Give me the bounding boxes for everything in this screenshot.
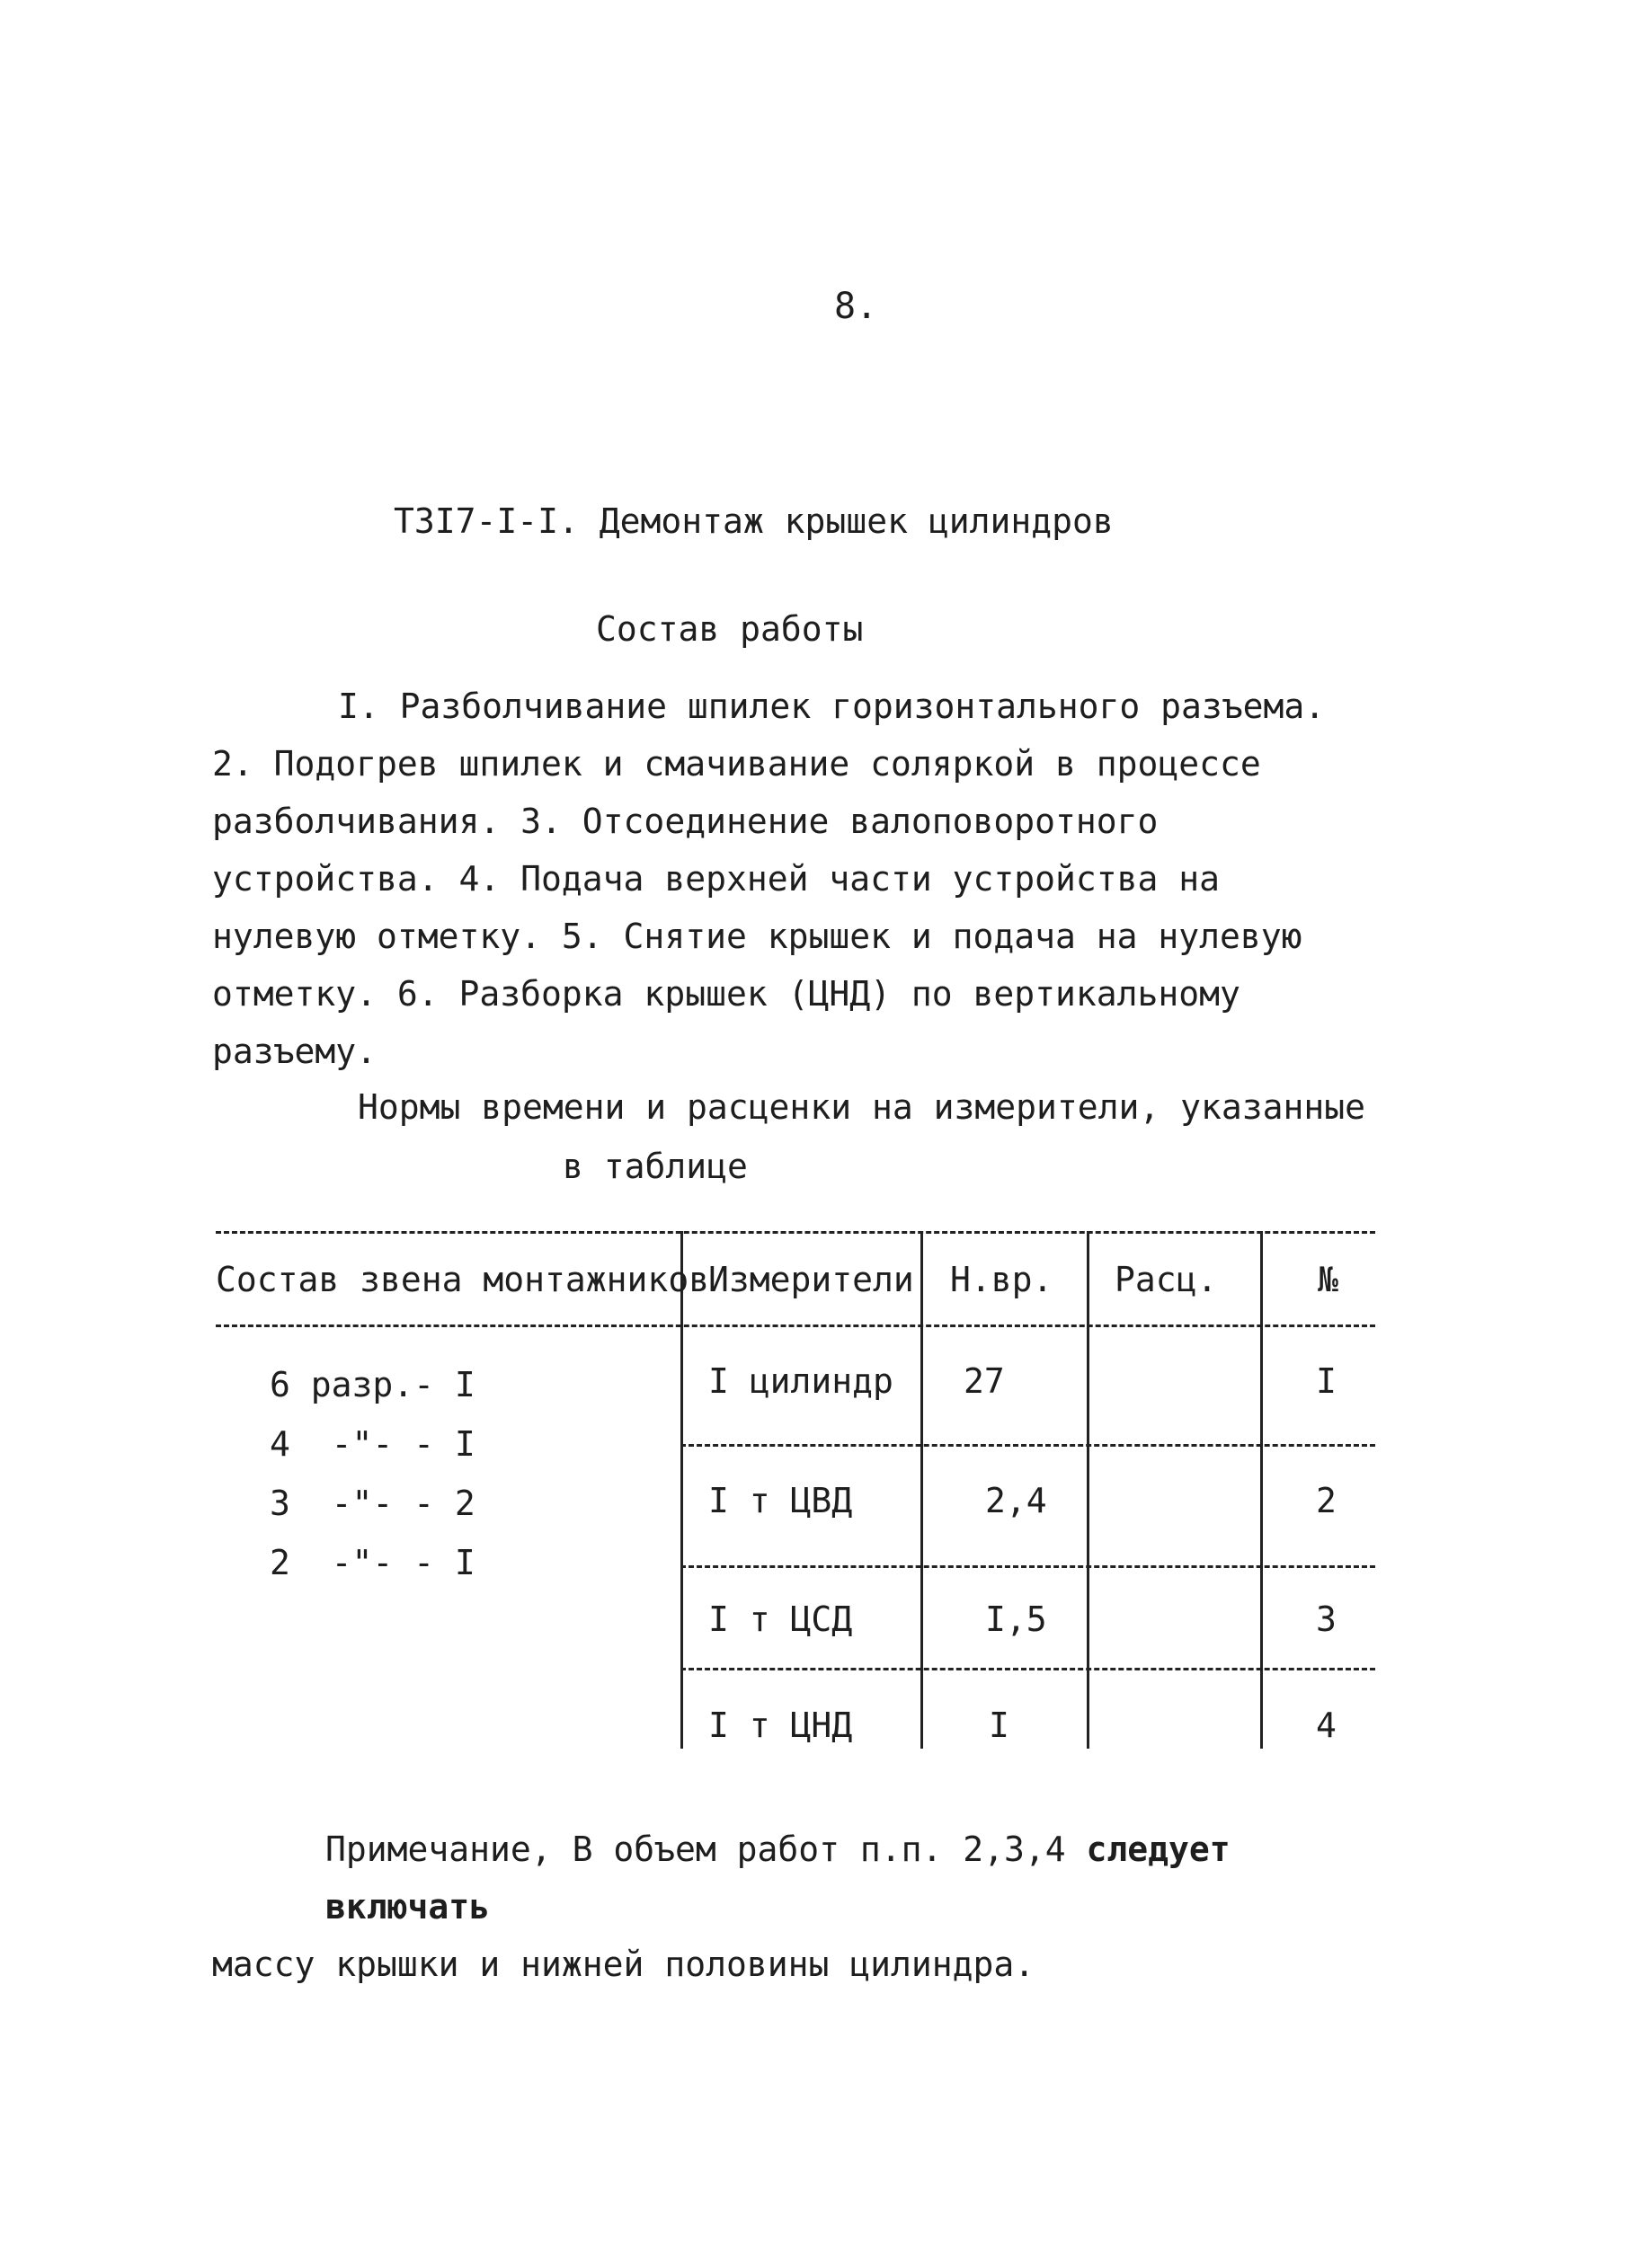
crew-item: 3 -"- - 2 — [270, 1484, 475, 1523]
table-row-rule — [680, 1668, 1375, 1670]
norms-heading-continued: в таблице — [563, 1147, 748, 1186]
note-text-emphasis: следует включать — [325, 1829, 1231, 1927]
row-time: I — [989, 1705, 1009, 1745]
header-number: № — [1318, 1260, 1338, 1299]
table-row-rule — [680, 1444, 1375, 1447]
note-label: Примечание, — [325, 1829, 552, 1869]
table-column-divider — [680, 1231, 683, 1749]
row-number: I — [1316, 1361, 1337, 1401]
note-text: В объем работ п.п. 2,3,4 — [572, 1829, 1066, 1869]
table-column-divider — [920, 1231, 923, 1749]
crew-item: 4 -"- - I — [270, 1424, 475, 1464]
crew-item: 2 -"- - I — [270, 1543, 475, 1582]
table-column-divider — [1087, 1231, 1089, 1749]
work-composition-text — [212, 678, 1354, 1080]
row-number: 3 — [1316, 1599, 1337, 1639]
work-items-rest: 2. Подогрев шпилек и смачивание соляркой в процессе разболчивания. 3. Отсоединение валоповоротного устройства. 4. Подача верхней части устройства на нулевую отметку. 5. Снятие крышек и подача на нулевую отметку. 6. Разборка крышек (ЦНД) по вертикальному разъему. — [212, 744, 1302, 1071]
header-crew: Состав звена монтажников — [216, 1260, 710, 1299]
row-time: 27 — [964, 1361, 1005, 1401]
section-title: ТЗI7-I-I. Демонтаж крышек цилиндров — [394, 501, 1114, 541]
note — [212, 1821, 1372, 1993]
norms-heading: Нормы времени и расценки на измерители, указанные — [358, 1087, 1366, 1127]
row-unit: I т ЦСД — [708, 1599, 853, 1639]
row-unit: I цилиндр — [708, 1361, 893, 1401]
header-unit: Измерители — [708, 1260, 914, 1299]
header-rate: Расц. — [1115, 1260, 1218, 1299]
table-top-rule — [216, 1231, 1375, 1234]
page-number: 8. — [834, 286, 878, 327]
crew-item: 6 разр.- I — [270, 1365, 475, 1404]
row-number: 2 — [1316, 1481, 1337, 1520]
table-column-divider — [1260, 1231, 1263, 1749]
composition-heading: Состав работы — [596, 609, 864, 649]
row-unit: I т ЦНД — [708, 1705, 853, 1745]
work-item-1: I. Разболчивание шпилек горизонтального разъема. — [338, 687, 1326, 726]
row-time: I,5 — [985, 1599, 1047, 1639]
crew-list — [270, 1355, 475, 1592]
row-time: 2,4 — [985, 1481, 1047, 1520]
row-unit: I т ЦВД — [708, 1481, 853, 1520]
table-row-rule — [680, 1565, 1375, 1568]
row-number: 4 — [1316, 1705, 1337, 1745]
note-text-continued: массу крышки и нижней половины цилиндра. — [212, 1945, 1035, 1984]
table-header-rule — [216, 1324, 1375, 1327]
header-time: Н.вр. — [950, 1260, 1053, 1299]
